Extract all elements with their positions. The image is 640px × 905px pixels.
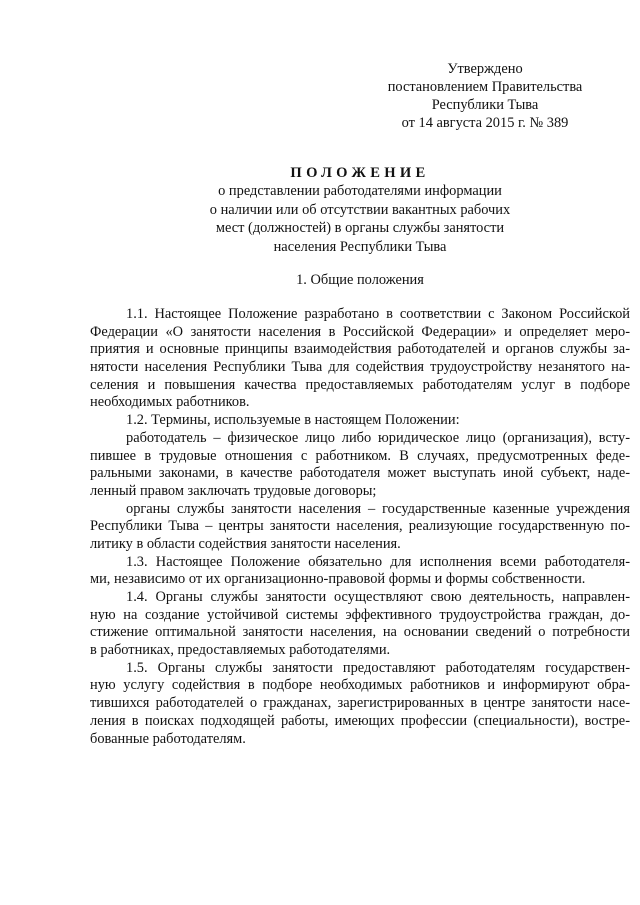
paragraph-line: нятости населения Республики Тыва для содействия трудоустройству незанятого на- xyxy=(90,359,630,376)
document-subtitle xyxy=(90,182,630,256)
paragraph-line: 1.4. Органы службы занятости осуществляют свою деятельность, направлен- xyxy=(126,589,630,605)
paragraph-line: необходимых работников. xyxy=(90,394,250,411)
paragraph-line: ную на создание устойчивой системы эффективного трудоустройства граждан, до- xyxy=(90,606,630,623)
paragraph-line: 1.2. Термины, используемые в настоящем Положении: xyxy=(126,412,460,429)
paragraph-line: приятия и основные принципы взаимодействия работодателей и органов службы за- xyxy=(90,341,630,358)
paragraph-line: ми, независимо от их организационно-правовой формы и формы собственности. xyxy=(90,571,586,588)
paragraph-line: селения и повышения качества предоставляемых работодателям услуг в подборе xyxy=(90,376,630,393)
paragraph-line: Федерации «О занятости населения в Российской Федерации» и определяет меро- xyxy=(90,323,630,340)
paragraph-line: ления в поисках подходящей работы, имеющих профессии (специальности), востре- xyxy=(90,712,630,729)
paragraph-line: литику в области содействия занятости населения. xyxy=(90,535,401,552)
paragraph-line: стижение оптимальной занятости населения, на основании сведений о потребности xyxy=(90,624,630,641)
paragraph-line: органы службы занятости населения – государственные казенные учреждения xyxy=(126,500,630,517)
subtitle-line: о представлении работодателями информации xyxy=(218,183,502,199)
paragraph-line: тившихся работодателей о гражданах, зарегистрированных в центре занятости насе- xyxy=(90,695,630,712)
paragraph-line: 1.1. Настоящее Положение разработано в соответствии с Законом Российской xyxy=(126,306,630,322)
paragraph-line: работодатель – физическое лицо либо юридическое лицо (организация), всту- xyxy=(126,429,630,446)
paragraph-line: 1.5. Органы службы занятости предоставляют работодателям государствен- xyxy=(126,659,630,676)
subtitle-line: о наличии или об отсутствии вакантных рабочих xyxy=(209,201,511,218)
approval-stamp xyxy=(380,60,590,132)
section-heading: 1. Общие положения xyxy=(296,272,424,288)
subtitle-line: мест (должностей) в органы службы занятости xyxy=(215,220,505,236)
subtitle-line: населения Республики Тыва xyxy=(273,238,447,255)
approval-line: Республики Тыва xyxy=(431,97,539,113)
paragraph-line: пившее в трудовые отношения с работником. В случаях, предусмотренных феде- xyxy=(90,447,630,464)
paragraph-line: ленный правом заключать трудовые договоры; xyxy=(90,482,377,499)
body-text xyxy=(90,306,630,748)
paragraph-line: бованные работодателям. xyxy=(90,730,246,747)
paragraph-line: в работниках, предоставляемых работодателями. xyxy=(90,642,391,659)
title-block xyxy=(90,164,630,256)
approval-line: от 14 августа 2015 г. № 389 xyxy=(401,115,569,131)
document-title: ПОЛОЖЕНИЕ xyxy=(290,165,430,181)
paragraph-line: ную услугу содействия в подборе необходимых работников и информируют обра- xyxy=(90,677,630,694)
approval-line: Утверждено xyxy=(447,61,523,77)
paragraph-line: Республики Тыва – центры занятости населения, реализующие государственную по- xyxy=(90,518,630,535)
paragraph-line: 1.3. Настоящее Положение обязательно для исполнения всеми работодателя- xyxy=(126,553,630,570)
approval-line: постановлением Правительства xyxy=(387,79,583,95)
paragraph-line: ральными законами, в качестве работодателя может выступать иной субъект, наде- xyxy=(90,465,630,482)
